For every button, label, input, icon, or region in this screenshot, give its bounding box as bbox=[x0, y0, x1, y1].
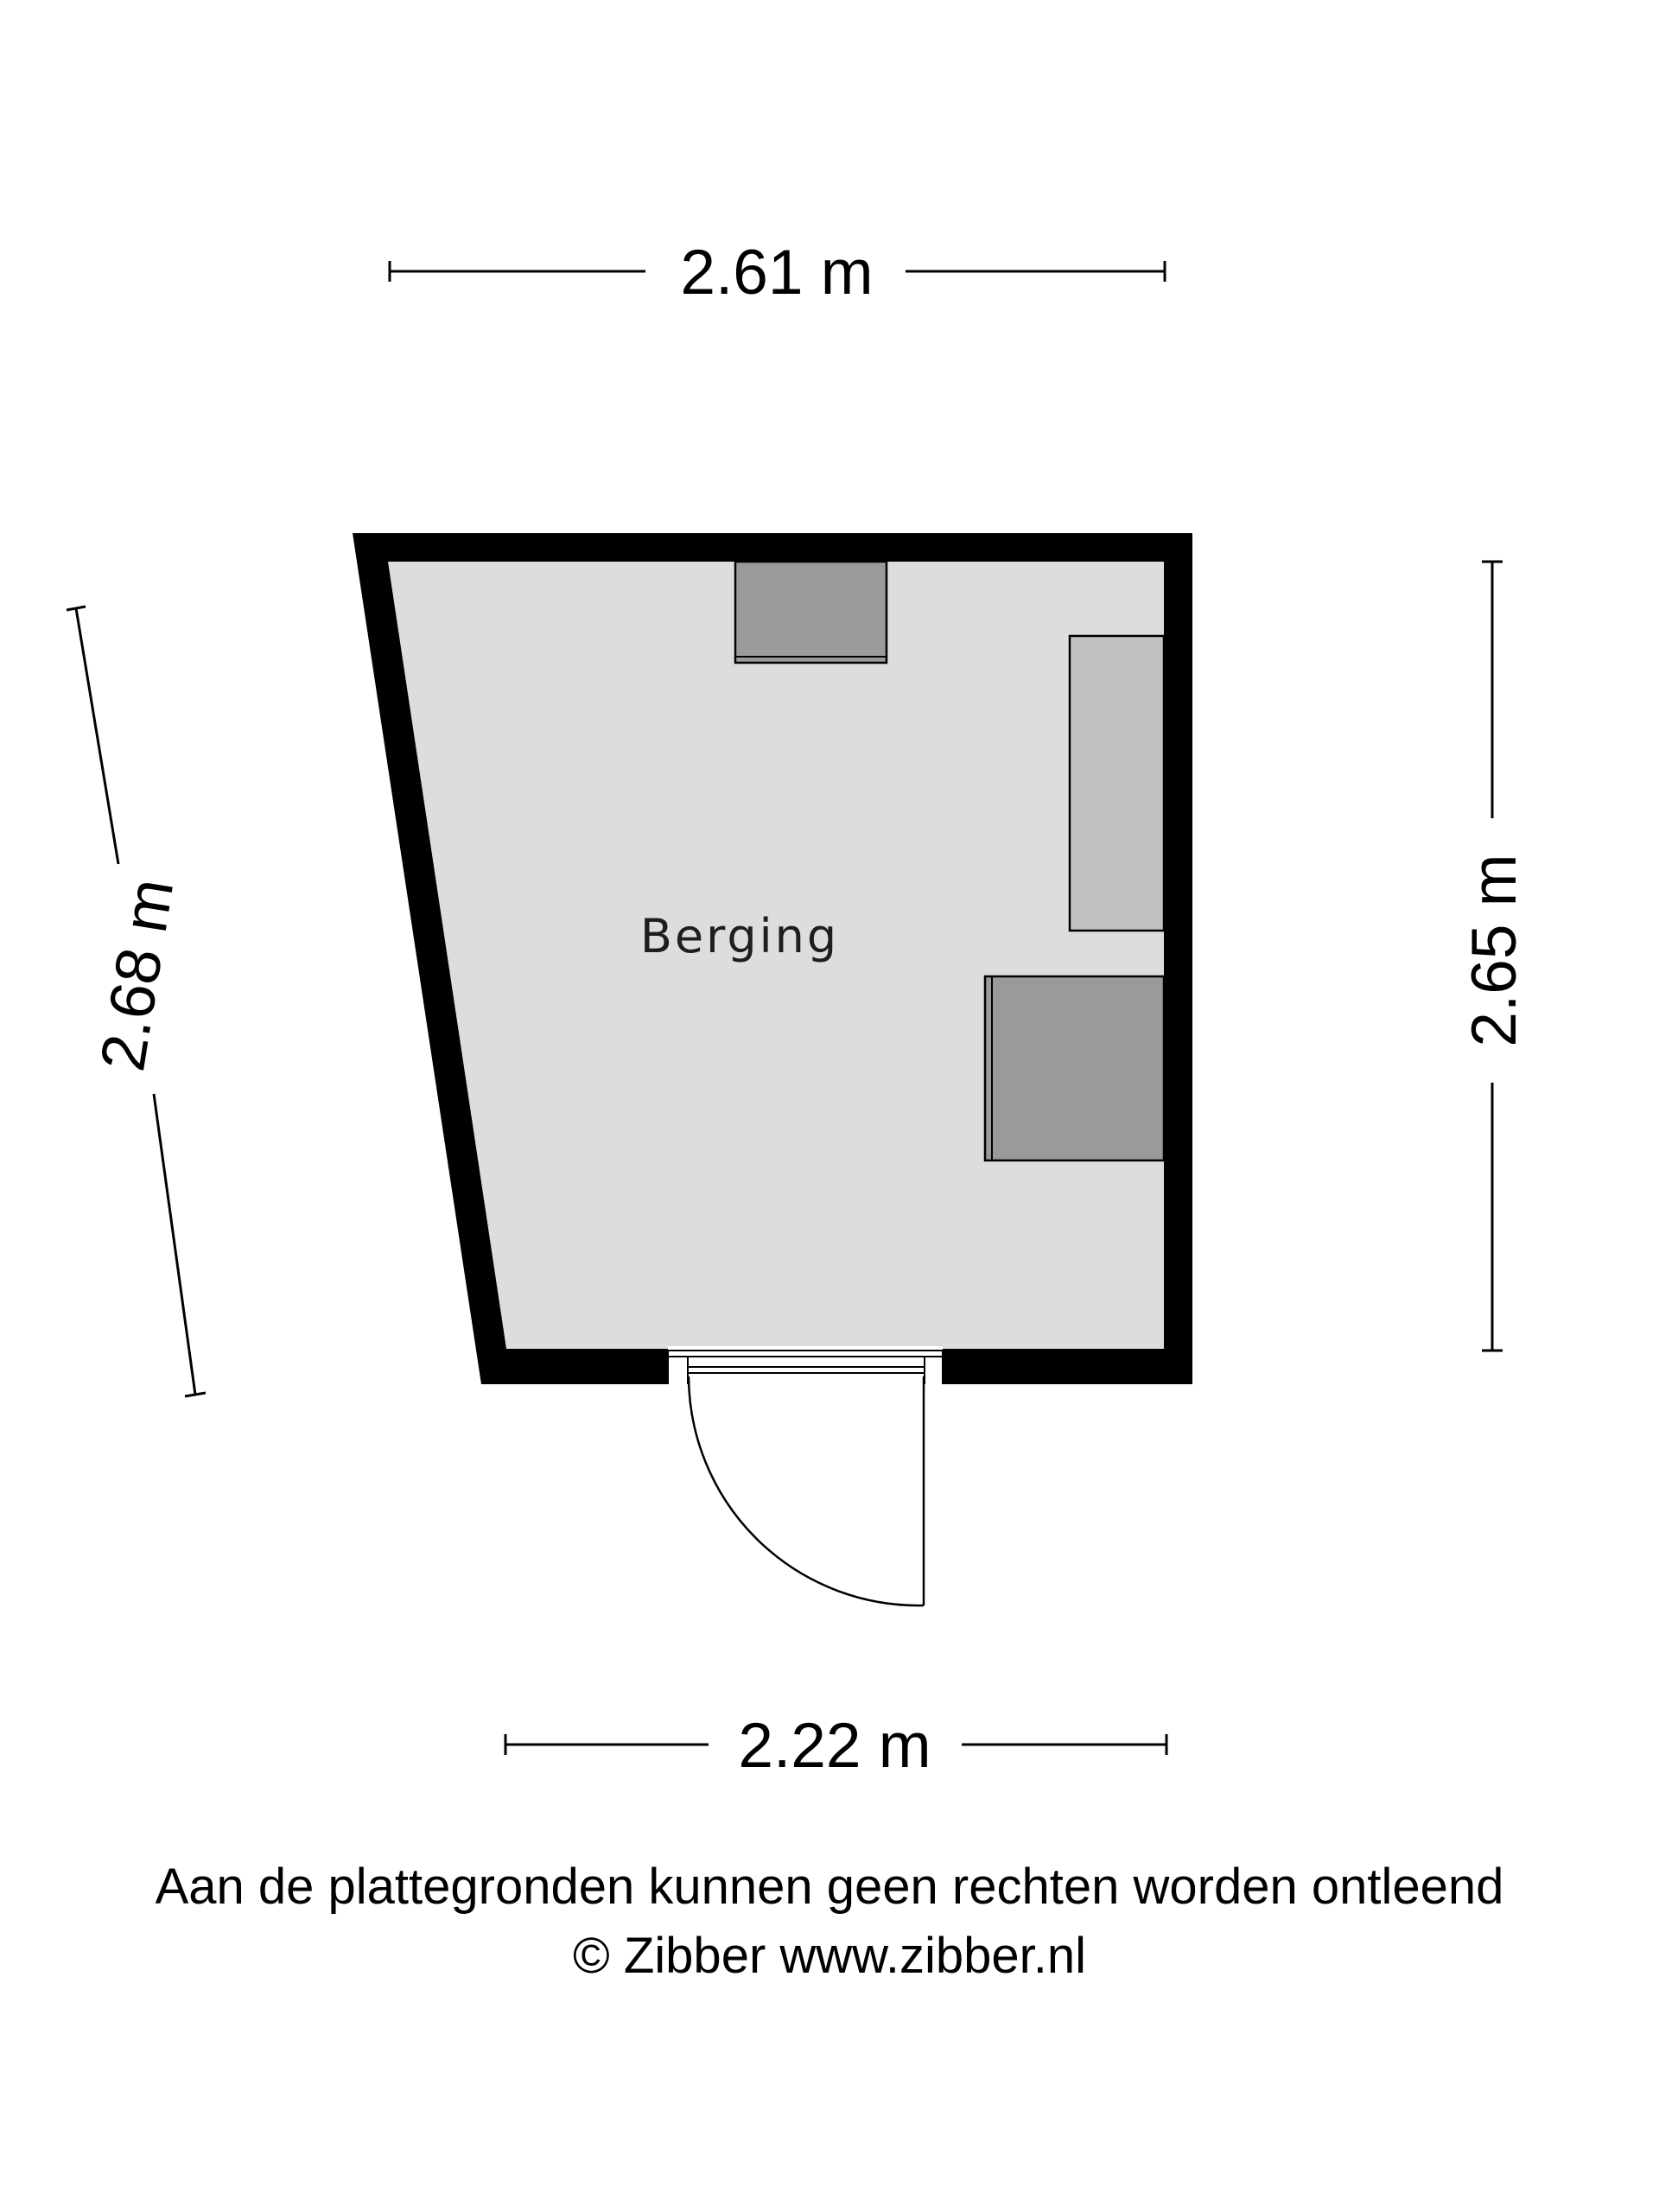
dimension-top-label: 2.61 m bbox=[680, 238, 874, 308]
dimension-left-label: 2.68 m bbox=[87, 874, 188, 1076]
side-fixture bbox=[985, 976, 1164, 1160]
dimension-bottom-label: 2.22 m bbox=[738, 1711, 931, 1781]
door-swing bbox=[689, 1376, 924, 1605]
room-label: Berging bbox=[639, 909, 840, 963]
disclaimer-text: Aan de plattegronden kunnen geen rechten worden ontleend bbox=[155, 1859, 1504, 1915]
copyright-text: © Zibber www.zibber.nl bbox=[573, 1928, 1086, 1984]
dimension-right-label: 2.65 m bbox=[1459, 854, 1529, 1047]
wall-cabinet bbox=[1070, 636, 1164, 931]
top-fixture bbox=[735, 562, 887, 663]
